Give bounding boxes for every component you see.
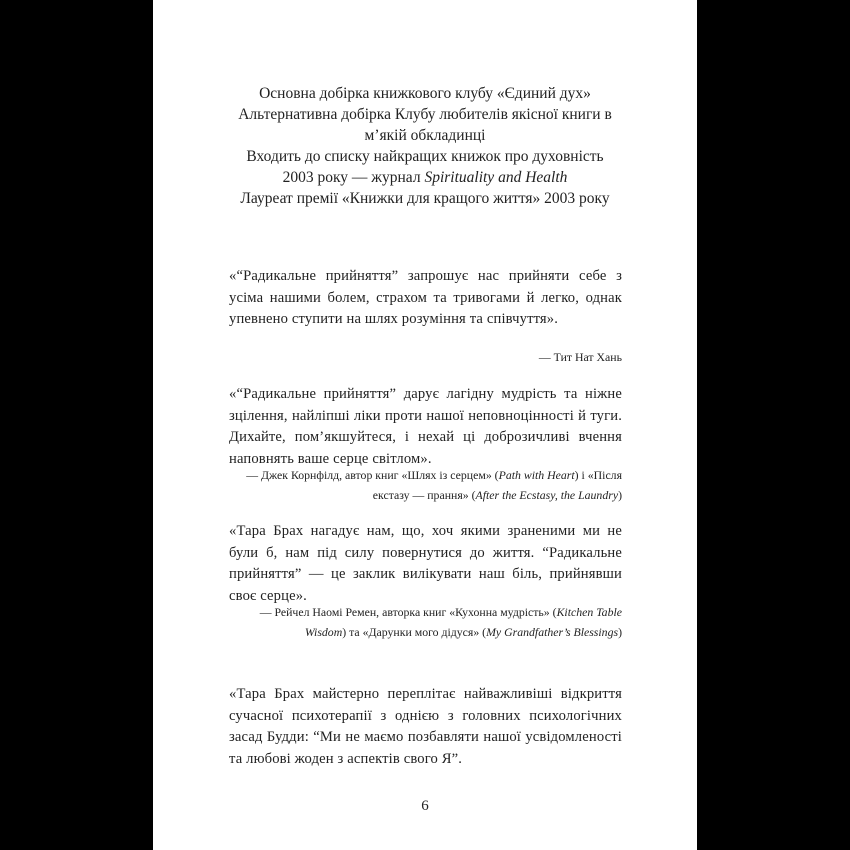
book-page [153,0,697,850]
quote-3-attribution: — Рейчел Наомі Ремен, авторка книг «Кухонна мудрість» (Kitchen Table Wisdom) та «Дарунки мого дідуся» (My Grandfather’s Blessings) [259,605,622,639]
awards-list [229,83,621,209]
quote-1-attribution: — Тит Нат Хань [538,350,622,364]
award-item: Входить до списку найкращих книжок про духовність 2003 року — журнал Spirituality and Health [246,148,604,186]
award-item: Лауреат премії «Книжки для кращого життя» 2003 року [240,190,610,207]
quote-4: «Тара Брах майстерно переплітає найважливіші відкриття сучасної психотерапії з однією з головних психологічних засад Будди: “Ми не маємо позбавляти нашої усвідомленості та любові жоден з аспектів свого Я”. [229,686,622,767]
quote-2-attribution: — Джек Корнфілд, автор книг «Шлях із серцем» (Path with Heart) і «Після екстазу — прання» (After the Ecstasy, the Laundry) [246,468,622,502]
award-item: Альтернативна добірка Клубу любителів якісної книги в м’якій обкладинці [238,106,612,144]
award-item: Основна добірка книжкового клубу «Єдиний дух» [259,85,591,102]
quote-3: «Тара Брах нагадує нам, що, хоч якими зраненими ми не були б, нам під силу повернутися до життя. “Радикальне прийняття” — це заклик вилікувати наш біль, прийнявши своє серце». [229,523,622,604]
page-number: 6 [421,798,429,814]
quote-1: «“Радикальне прийняття” запрошує нас прийняти себе з усіма нашими болем, страхом та тривогами й легко, однак упевнено ступити на шлях розуміння та співчуття». [229,268,622,327]
quote-2: «“Радикальне прийняття” дарує лагідну мудрість та ніжне зцілення, найліпші ліки проти нашої неповноцінності й туги. Дихайте, пом’якшуйтеся, і нехай ці доброзичливі вчення наповнять ваше серце світлом». [229,386,622,467]
